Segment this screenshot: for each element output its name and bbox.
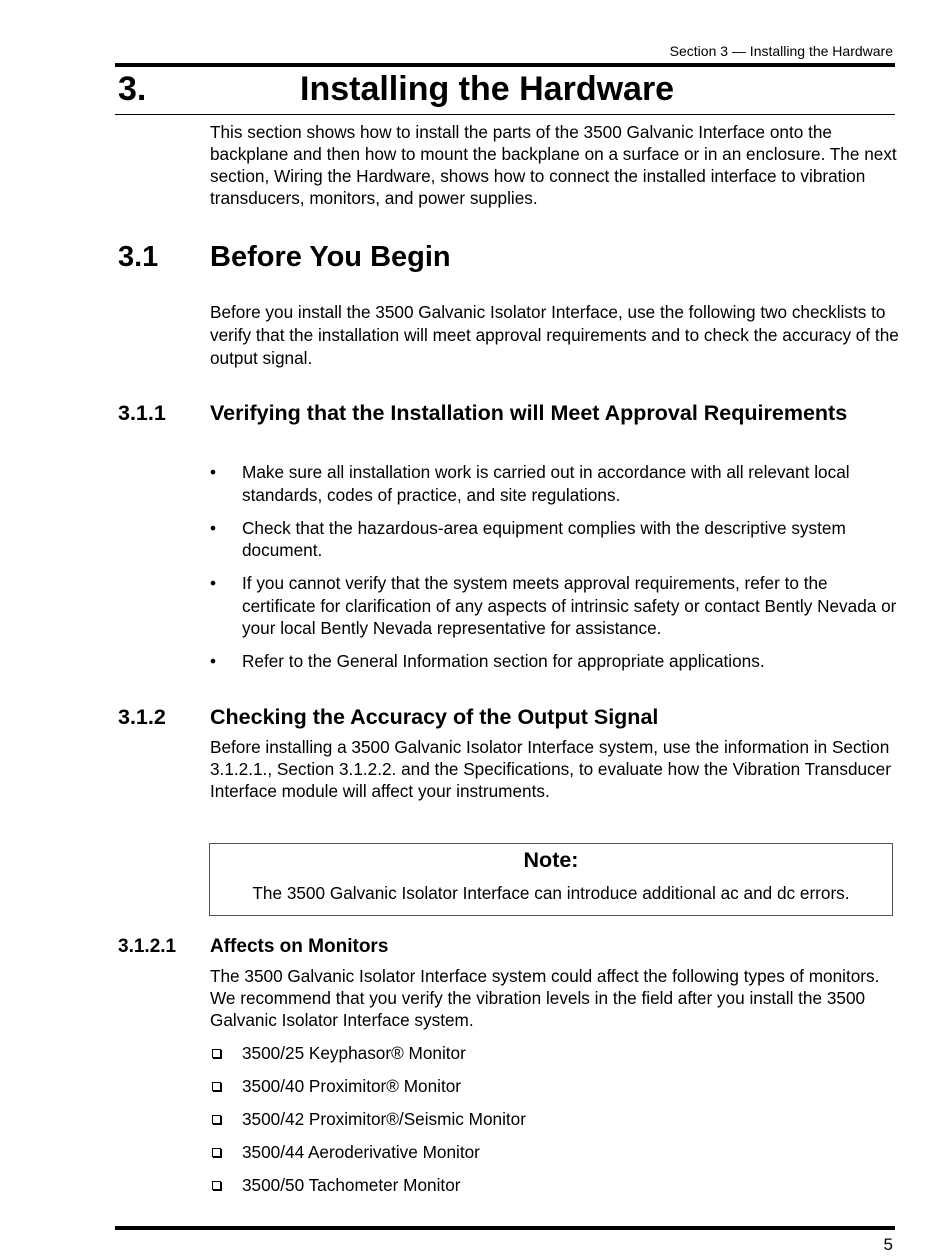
list-item-text: Refer to the General Information section for appropriate applications. xyxy=(242,651,765,671)
section-3-1-1-title: Verifying that the Installation will Meet Approval Requirements xyxy=(210,401,848,425)
section-3-1-number: 3.1 xyxy=(118,241,159,273)
checkbox-bullet-icon xyxy=(212,1049,221,1058)
monitor-list xyxy=(210,1042,900,1207)
list-item xyxy=(210,1141,900,1174)
section-3-1-2-1-number: 3.1.2.1 xyxy=(118,936,177,957)
list-item xyxy=(210,517,900,562)
note-text: The 3500 Galvanic Isolator Interface can introduce additional ac and dc errors. xyxy=(252,883,850,903)
list-item xyxy=(210,572,900,640)
approval-checklist xyxy=(210,461,900,683)
list-item xyxy=(210,1174,900,1207)
list-item-text: 3500/25 Keyphasor® Monitor xyxy=(242,1043,466,1063)
page-number: 5 xyxy=(883,1235,893,1254)
section-3-1-title: Before You Begin xyxy=(210,241,451,273)
bullet-icon: • xyxy=(210,462,217,482)
footer-rule xyxy=(115,1226,895,1230)
section-3-1-2-1-title: Affects on Monitors xyxy=(210,936,389,957)
list-item xyxy=(210,650,900,673)
section-3-1-2-number: 3.1.2 xyxy=(118,705,166,729)
list-item xyxy=(210,461,900,506)
section-3-1-2-title: Checking the Accuracy of the Output Signal xyxy=(210,705,659,729)
bullet-icon: • xyxy=(210,517,217,538)
list-item xyxy=(210,1042,900,1075)
chapter-intro: This section shows how to install the parts of the 3500 Galvanic Interface onto the backplane and then how to mount the backplane on a surface or in an enclosure. The next section, Wiring the Hardware, shows how to connect the installed interface to vibration transducers, monitors, and power supplies. xyxy=(210,122,897,208)
list-item-text: 3500/50 Tachometer Monitor xyxy=(242,1175,461,1195)
section-3-1-2-body: Before installing a 3500 Galvanic Isolator Interface system, use the information in Section 3.1.2.1., Section 3.1.2.2. and the Specifications, to evaluate how the Vibration Transducer Interface module will affect your instruments. xyxy=(210,737,891,801)
bullet-icon: • xyxy=(210,573,217,593)
chapter-title-rule xyxy=(115,114,895,115)
list-item-text: 3500/40 Proximitor® Monitor xyxy=(242,1076,462,1096)
section-3-1-1-number: 3.1.1 xyxy=(118,401,166,425)
list-item-text: Check that the hazardous-area equipment complies with the descriptive system document. xyxy=(242,517,846,560)
bullet-icon: • xyxy=(210,651,217,671)
list-item-text: 3500/44 Aeroderivative Monitor xyxy=(242,1142,480,1162)
list-item xyxy=(210,1108,900,1141)
list-item xyxy=(210,1075,900,1108)
note-box xyxy=(209,843,893,916)
section-3-1-2-1-body: The 3500 Galvanic Isolator Interface system could affect the following types of monitors. We recommend that you verify the vibration levels in the field after you install the 3500 Galvanic Isolator Interface system. xyxy=(210,966,880,1030)
list-item-text: If you cannot verify that the system meets approval requirements, refer to the certificate for clarification of any aspects of intrinsic safety or contact Bently Nevada or your local Bently Nevada representative for assistance. xyxy=(242,573,897,638)
note-title: Note: xyxy=(523,848,579,872)
header-rule xyxy=(115,63,895,67)
checkbox-bullet-icon xyxy=(212,1082,221,1091)
section-3-1-body: Before you install the 3500 Galvanic Isolator Interface, use the following two checklists to verify that the installation will meet approval requirements and to check the accuracy of the output signal. xyxy=(210,302,899,368)
chapter-number: 3. xyxy=(118,70,147,108)
list-item-text: Make sure all installation work is carried out in accordance with all relevant local standards, codes of practice, and site regulations. xyxy=(242,462,850,505)
checkbox-bullet-icon xyxy=(212,1181,221,1190)
running-header: Section 3 — Installing the Hardware xyxy=(669,43,893,59)
chapter-title: Installing the Hardware xyxy=(300,70,675,108)
checkbox-bullet-icon xyxy=(212,1148,221,1157)
list-item-text: 3500/42 Proximitor®/Seismic Monitor xyxy=(242,1109,526,1129)
checkbox-bullet-icon xyxy=(212,1115,221,1124)
